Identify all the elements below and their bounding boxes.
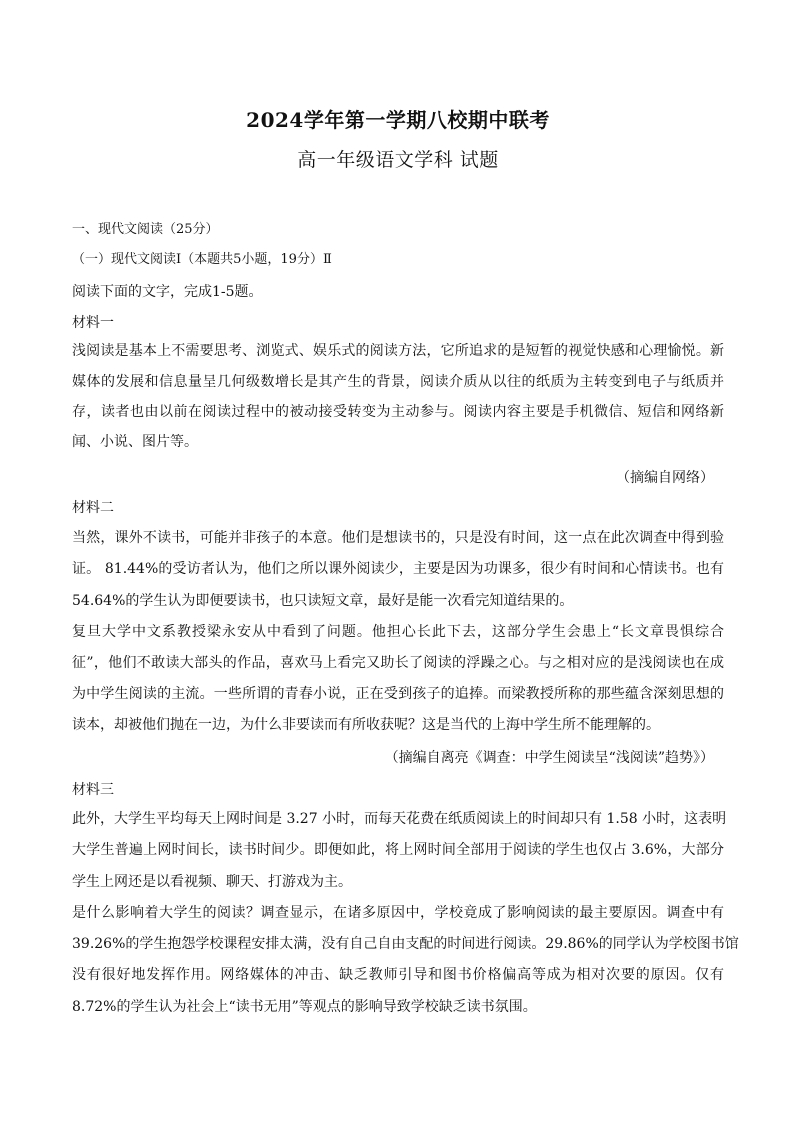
source-citation: （摘编自网络）	[616, 470, 714, 486]
exam-subtitle: 高一年级语文学科 试题	[297, 149, 499, 171]
paragraph-line: 证。 81.44%的受访者认为，他们之所以课外阅读少，主要是因为功课多，很少有时间和心情读书。也有	[72, 561, 724, 577]
paragraph-line: 39.26%的学生抱怨学校课程安排太满，没有自己自由支配的时间进行阅读。29.86%的同学认为学校图书馆	[72, 936, 739, 952]
paragraph-line: 学生上网还是以看视频、聊天、打游戏为主。	[72, 874, 352, 890]
instruction-text: 阅读下面的文字，完成1-5题。	[72, 284, 263, 300]
paragraph-line: 闻、小说、图片等。	[72, 434, 198, 450]
material-label: 材料三	[72, 782, 114, 798]
exam-page	[72, 0, 739, 1123]
paragraph-line: 8.72%的学生认为社会上“读书无用”等观点的影响导致学校缺乏读书氛围。	[72, 999, 537, 1015]
paragraph-line: 存，读者也由以前在阅读过程中的被动接受转变为主动参与。阅读内容主要是手机微信、短信和网络新	[72, 404, 724, 420]
paragraph-line: 为中学生阅读的主流。一些所谓的青春小说，正在受到孩子的追捧。而梁教授所称的那些蕴含深刻思想的	[72, 686, 724, 702]
subsection-heading: （一）现代文阅读Ⅰ（本题共5小题，19分）Ⅱ	[72, 252, 332, 267]
material-label: 材料一	[72, 315, 114, 331]
paragraph-line: 读本，却被他们抛在一边，为什么非要读而有所收获呢？这是当代的上海中学生所不能理解的。	[72, 717, 660, 733]
section-heading: 一、现代文阅读（25分）	[72, 222, 219, 237]
material-label: 材料二	[72, 500, 114, 516]
paragraph-line: 复旦大学中文系教授梁永安从中看到了问题。他担心长此下去，这部分学生会患上“长文章畏惧综合	[72, 624, 724, 640]
paragraph-line: 媒体的发展和信息量呈几何级数增长是其产生的背景，阅读介质从以往的纸质为主转变到电子与纸质并	[72, 374, 724, 390]
paragraph-line: 是什么影响着大学生的阅读？调查显示，在诸多原因中，学校竟成了影响阅读的最主要原因。调查中有	[72, 905, 724, 921]
paragraph-line: 大学生普遍上网时间长，读书时间少。即便如此，将上网时间全部用于阅读的学生也仅占 3.6%，大部分	[72, 842, 724, 858]
paragraph-line: 此外，大学生平均每天上网时间是 3.27 小时，而每天花费在纸质阅读上的时间却只有 1.58 小时，这表明	[72, 811, 727, 827]
source-citation: （摘编自离亮《调查：中学生阅读呈“浅阅读”趋势》）	[384, 750, 714, 766]
paragraph-line: 当然，课外不读书，可能并非孩子的本意。他们是想读书的，只是没有时间，这一点在此次调查中得到验	[72, 530, 724, 546]
paragraph-line: 浅阅读是基本上不需要思考、浏览式、娱乐式的阅读方法，它所追求的是短暂的视觉快感和心理愉悦。新	[72, 343, 724, 359]
paragraph-line: 没有很好地发挥作用。网络媒体的冲击、缺乏教师引导和图书价格偏高等成为相对次要的原因。仅有	[72, 967, 724, 983]
paragraph-line: 54.64%的学生认为即便要读书，也只读短文章，最好是能一次看完知道结果的。	[72, 593, 574, 609]
paragraph-line: 征”，他们不敢读大部头的作品，喜欢马上看完又助长了阅读的浮躁之心。与之相对应的是浅阅读也在成	[72, 655, 724, 671]
exam-title: 2024学年第一学期八校期中联考	[246, 108, 550, 132]
